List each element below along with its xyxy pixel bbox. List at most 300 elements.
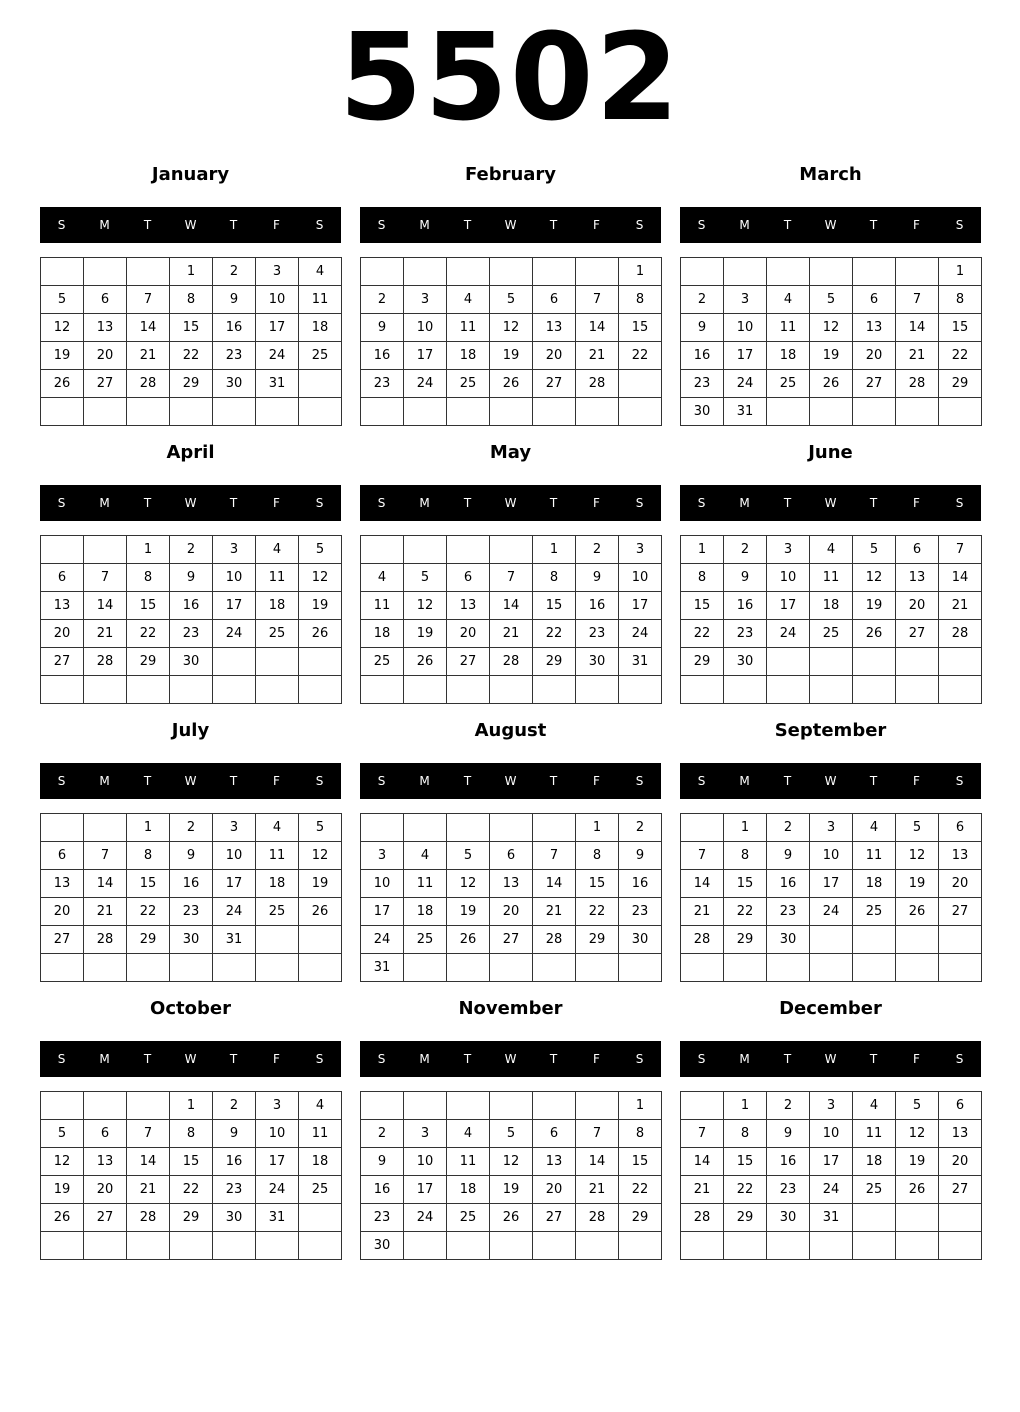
day-cell (939, 648, 982, 676)
day-cell: 8 (533, 564, 576, 592)
day-cell (404, 954, 447, 982)
day-cell: 15 (127, 870, 170, 898)
day-cell (447, 954, 490, 982)
weekday-label: M (739, 1052, 750, 1066)
month-name: February (464, 164, 557, 185)
day-cell: 20 (41, 620, 84, 648)
day-cell: 12 (41, 314, 84, 342)
day-cell: 8 (170, 286, 213, 314)
day-cell (724, 676, 767, 704)
day-cell: 18 (361, 620, 404, 648)
weekday-label: M (419, 218, 430, 232)
day-cell: 10 (404, 1148, 447, 1176)
day-cell: 3 (213, 536, 256, 564)
day-cell (724, 954, 767, 982)
day-cell (299, 1204, 342, 1232)
day-cell: 12 (447, 870, 490, 898)
day-cell (490, 398, 533, 426)
week-row (681, 1204, 982, 1232)
day-cell: 27 (533, 1204, 576, 1232)
day-cell: 8 (724, 1120, 767, 1148)
day-cell: 20 (896, 592, 939, 620)
day-cell: 2 (681, 286, 724, 314)
day-cell (404, 676, 447, 704)
day-cell: 16 (213, 314, 256, 342)
day-cell (361, 814, 404, 842)
day-grid (680, 257, 982, 426)
day-cell: 8 (170, 1120, 213, 1148)
weekday-label: W (504, 218, 517, 232)
day-cell (127, 954, 170, 982)
day-cell (41, 1232, 84, 1260)
day-cell (490, 954, 533, 982)
day-cell (576, 954, 619, 982)
day-cell: 22 (127, 898, 170, 926)
week-row (361, 342, 662, 370)
day-cell: 22 (939, 342, 982, 370)
day-cell: 10 (724, 314, 767, 342)
day-cell (361, 676, 404, 704)
day-cell (724, 1232, 767, 1260)
day-cell: 20 (447, 620, 490, 648)
week-row (361, 370, 662, 398)
day-cell: 6 (447, 564, 490, 592)
weekday-label: M (739, 496, 750, 510)
week-row (41, 592, 342, 620)
day-cell: 28 (127, 1204, 170, 1232)
week-row (361, 870, 662, 898)
week-row (681, 1148, 982, 1176)
day-cell: 19 (490, 342, 533, 370)
day-cell (810, 954, 853, 982)
weekday-label: S (377, 774, 386, 788)
weekday-label: S (635, 1052, 644, 1066)
week-row (361, 1176, 662, 1204)
day-cell: 23 (361, 370, 404, 398)
week-row (41, 1148, 342, 1176)
day-cell: 15 (619, 314, 662, 342)
week-row (361, 954, 662, 982)
week-row (41, 676, 342, 704)
day-cell: 21 (576, 342, 619, 370)
week-row (681, 870, 982, 898)
day-cell: 2 (213, 258, 256, 286)
day-cell: 11 (853, 842, 896, 870)
day-cell: 19 (41, 342, 84, 370)
day-cell (853, 954, 896, 982)
day-cell: 7 (84, 564, 127, 592)
week-row (41, 842, 342, 870)
day-cell (681, 814, 724, 842)
week-row (361, 620, 662, 648)
day-cell: 30 (170, 648, 213, 676)
day-cell: 19 (853, 592, 896, 620)
day-cell: 2 (361, 1120, 404, 1148)
day-cell: 18 (404, 898, 447, 926)
day-cell: 26 (404, 648, 447, 676)
day-cell (767, 648, 810, 676)
weekday-header (40, 1041, 341, 1077)
day-cell: 25 (810, 620, 853, 648)
month-name: October (150, 998, 231, 1019)
day-cell: 22 (170, 1176, 213, 1204)
day-cell: 8 (619, 286, 662, 314)
day-cell: 30 (681, 398, 724, 426)
weekday-label: M (739, 774, 750, 788)
day-cell: 6 (939, 814, 982, 842)
day-cell: 16 (170, 870, 213, 898)
day-cell: 17 (256, 1148, 299, 1176)
week-row (681, 1120, 982, 1148)
week-row (681, 342, 982, 370)
day-cell: 5 (853, 536, 896, 564)
week-row (361, 1092, 662, 1120)
day-cell: 12 (853, 564, 896, 592)
weekday-label: S (57, 1052, 66, 1066)
week-row (681, 314, 982, 342)
day-cell: 28 (896, 370, 939, 398)
week-row (361, 814, 662, 842)
day-cell: 1 (170, 1092, 213, 1120)
day-cell: 2 (361, 286, 404, 314)
week-row (41, 620, 342, 648)
day-cell: 24 (256, 342, 299, 370)
day-cell: 29 (127, 926, 170, 954)
day-cell: 14 (533, 870, 576, 898)
day-cell (299, 676, 342, 704)
day-cell: 11 (447, 314, 490, 342)
weekday-label: W (824, 1052, 837, 1066)
week-row (361, 1120, 662, 1148)
day-cell (404, 814, 447, 842)
day-cell: 8 (619, 1120, 662, 1148)
weekday-label: T (869, 218, 878, 232)
day-cell: 4 (299, 258, 342, 286)
day-cell: 20 (41, 898, 84, 926)
day-cell: 18 (447, 342, 490, 370)
weekday-label: W (824, 496, 837, 510)
day-cell: 29 (724, 926, 767, 954)
day-cell: 23 (767, 898, 810, 926)
week-row (681, 1232, 982, 1260)
week-row (361, 926, 662, 954)
day-cell: 1 (619, 258, 662, 286)
weekday-label: S (955, 774, 964, 788)
weekday-label: T (549, 496, 558, 510)
day-cell (213, 648, 256, 676)
day-cell: 6 (41, 564, 84, 592)
day-cell (939, 676, 982, 704)
week-row (361, 676, 662, 704)
day-cell: 31 (213, 926, 256, 954)
day-cell (299, 398, 342, 426)
day-cell: 19 (490, 1176, 533, 1204)
day-cell (127, 676, 170, 704)
weekday-label: T (463, 774, 472, 788)
day-cell: 24 (404, 1204, 447, 1232)
day-cell: 6 (939, 1092, 982, 1120)
day-cell (533, 676, 576, 704)
day-cell: 15 (576, 870, 619, 898)
day-cell: 17 (404, 342, 447, 370)
day-cell: 6 (41, 842, 84, 870)
day-cell: 8 (681, 564, 724, 592)
weekday-label: M (99, 774, 110, 788)
day-cell (576, 1092, 619, 1120)
month-name: January (151, 164, 230, 185)
day-cell: 23 (170, 620, 213, 648)
weekday-label: S (955, 1052, 964, 1066)
day-cell: 20 (853, 342, 896, 370)
weekday-label: F (593, 774, 600, 788)
day-cell: 9 (619, 842, 662, 870)
day-cell: 6 (853, 286, 896, 314)
day-cell: 5 (490, 286, 533, 314)
day-cell (767, 676, 810, 704)
week-row (361, 258, 662, 286)
week-row (361, 592, 662, 620)
day-cell: 21 (127, 1176, 170, 1204)
day-cell: 21 (127, 342, 170, 370)
week-row (681, 536, 982, 564)
day-cell (681, 954, 724, 982)
day-cell (939, 954, 982, 982)
day-cell (256, 954, 299, 982)
week-row (681, 926, 982, 954)
day-cell: 29 (170, 370, 213, 398)
day-cell: 13 (939, 1120, 982, 1148)
day-cell: 20 (533, 1176, 576, 1204)
weekday-label: F (913, 1052, 920, 1066)
day-cell (619, 954, 662, 982)
weekday-label: T (463, 496, 472, 510)
day-cell: 9 (767, 1120, 810, 1148)
day-cell: 5 (41, 286, 84, 314)
day-cell: 6 (84, 286, 127, 314)
day-cell: 15 (170, 1148, 213, 1176)
day-cell: 27 (533, 370, 576, 398)
weekday-label: T (549, 774, 558, 788)
week-row (41, 1120, 342, 1148)
day-cell (256, 648, 299, 676)
week-row (361, 1232, 662, 1260)
day-cell: 15 (724, 1148, 767, 1176)
day-cell: 29 (127, 648, 170, 676)
day-cell: 28 (84, 926, 127, 954)
day-grid (360, 535, 662, 704)
weekday-label: S (57, 774, 66, 788)
day-cell (213, 676, 256, 704)
day-cell: 26 (41, 1204, 84, 1232)
weekday-label: M (99, 1052, 110, 1066)
day-cell (619, 398, 662, 426)
day-cell: 9 (213, 286, 256, 314)
day-cell (41, 258, 84, 286)
week-row (41, 258, 342, 286)
day-cell: 8 (724, 842, 767, 870)
weekday-label: T (143, 774, 152, 788)
day-cell: 17 (361, 898, 404, 926)
day-cell (810, 648, 853, 676)
weekday-label: S (315, 218, 324, 232)
day-cell: 28 (127, 370, 170, 398)
weekday-label: S (635, 774, 644, 788)
day-cell: 2 (724, 536, 767, 564)
day-cell (299, 954, 342, 982)
day-cell: 25 (853, 1176, 896, 1204)
week-row (681, 648, 982, 676)
day-cell (404, 1092, 447, 1120)
weekday-label: F (593, 1052, 600, 1066)
day-cell: 11 (361, 592, 404, 620)
day-cell: 17 (213, 592, 256, 620)
day-cell: 31 (256, 370, 299, 398)
day-cell: 18 (767, 342, 810, 370)
day-cell: 26 (810, 370, 853, 398)
weekday-label: T (869, 1052, 878, 1066)
week-row (681, 954, 982, 982)
day-cell: 19 (810, 342, 853, 370)
weekday-label: T (463, 218, 472, 232)
day-cell: 22 (619, 1176, 662, 1204)
day-cell: 31 (810, 1204, 853, 1232)
day-cell (681, 1092, 724, 1120)
day-cell: 7 (576, 1120, 619, 1148)
day-cell: 22 (533, 620, 576, 648)
day-cell (853, 676, 896, 704)
day-cell: 27 (939, 898, 982, 926)
day-cell: 25 (299, 1176, 342, 1204)
day-cell: 11 (810, 564, 853, 592)
day-cell (84, 258, 127, 286)
week-row (41, 1092, 342, 1120)
week-row (41, 314, 342, 342)
weekday-label: T (229, 218, 238, 232)
day-cell: 28 (939, 620, 982, 648)
weekday-header (40, 207, 341, 243)
day-cell (127, 398, 170, 426)
day-cell: 16 (767, 1148, 810, 1176)
day-cell: 26 (41, 370, 84, 398)
day-cell: 21 (533, 898, 576, 926)
day-cell (533, 1232, 576, 1260)
day-cell (361, 258, 404, 286)
day-cell: 7 (127, 286, 170, 314)
day-cell: 29 (724, 1204, 767, 1232)
day-cell: 21 (84, 898, 127, 926)
day-cell: 10 (619, 564, 662, 592)
day-cell: 20 (939, 870, 982, 898)
day-cell: 16 (619, 870, 662, 898)
day-cell (404, 398, 447, 426)
day-cell (853, 398, 896, 426)
weekday-label: F (593, 218, 600, 232)
day-cell: 24 (767, 620, 810, 648)
day-cell (853, 1232, 896, 1260)
day-cell: 11 (767, 314, 810, 342)
day-cell: 22 (576, 898, 619, 926)
day-cell: 1 (619, 1092, 662, 1120)
day-cell: 1 (127, 536, 170, 564)
weekday-label: S (315, 774, 324, 788)
day-cell (84, 398, 127, 426)
day-cell: 5 (490, 1120, 533, 1148)
week-row (41, 954, 342, 982)
day-cell: 10 (256, 1120, 299, 1148)
day-cell (256, 926, 299, 954)
day-cell (896, 258, 939, 286)
day-cell: 21 (490, 620, 533, 648)
day-cell (853, 1204, 896, 1232)
day-cell: 3 (619, 536, 662, 564)
month-name: May (489, 442, 532, 463)
day-cell: 21 (84, 620, 127, 648)
day-cell: 31 (724, 398, 767, 426)
day-cell (681, 676, 724, 704)
day-cell: 5 (41, 1120, 84, 1148)
week-row (681, 898, 982, 926)
day-cell (84, 1232, 127, 1260)
day-cell: 3 (361, 842, 404, 870)
day-cell: 19 (447, 898, 490, 926)
day-cell (84, 676, 127, 704)
day-cell (576, 398, 619, 426)
day-cell: 12 (404, 592, 447, 620)
weekday-label: F (273, 496, 280, 510)
day-cell: 23 (213, 1176, 256, 1204)
day-cell: 23 (681, 370, 724, 398)
week-row (681, 398, 982, 426)
day-cell: 2 (576, 536, 619, 564)
day-cell: 20 (533, 342, 576, 370)
day-cell: 30 (361, 1232, 404, 1260)
weekday-header (360, 485, 661, 521)
day-cell: 4 (810, 536, 853, 564)
day-cell: 11 (256, 564, 299, 592)
weekday-label: M (419, 1052, 430, 1066)
day-cell: 17 (724, 342, 767, 370)
day-cell: 7 (127, 1120, 170, 1148)
weekday-label: S (57, 218, 66, 232)
weekday-label: W (504, 1052, 517, 1066)
day-cell: 14 (681, 870, 724, 898)
weekday-label: S (315, 1052, 324, 1066)
month-name: April (166, 442, 215, 463)
day-cell (490, 536, 533, 564)
day-cell (810, 1232, 853, 1260)
day-cell (490, 1232, 533, 1260)
day-cell: 27 (896, 620, 939, 648)
week-row (681, 676, 982, 704)
weekday-header (40, 763, 341, 799)
day-cell (127, 1092, 170, 1120)
day-cell (447, 258, 490, 286)
month-name: July (171, 720, 210, 741)
day-cell: 12 (896, 1120, 939, 1148)
day-cell: 30 (213, 370, 256, 398)
weekday-label: S (697, 218, 706, 232)
weekday-label: S (955, 496, 964, 510)
day-cell: 3 (256, 258, 299, 286)
day-cell: 18 (853, 870, 896, 898)
day-cell: 23 (576, 620, 619, 648)
day-cell (404, 258, 447, 286)
day-cell (939, 1232, 982, 1260)
day-cell: 25 (299, 342, 342, 370)
day-cell: 3 (404, 1120, 447, 1148)
day-cell: 17 (213, 870, 256, 898)
day-cell: 3 (213, 814, 256, 842)
